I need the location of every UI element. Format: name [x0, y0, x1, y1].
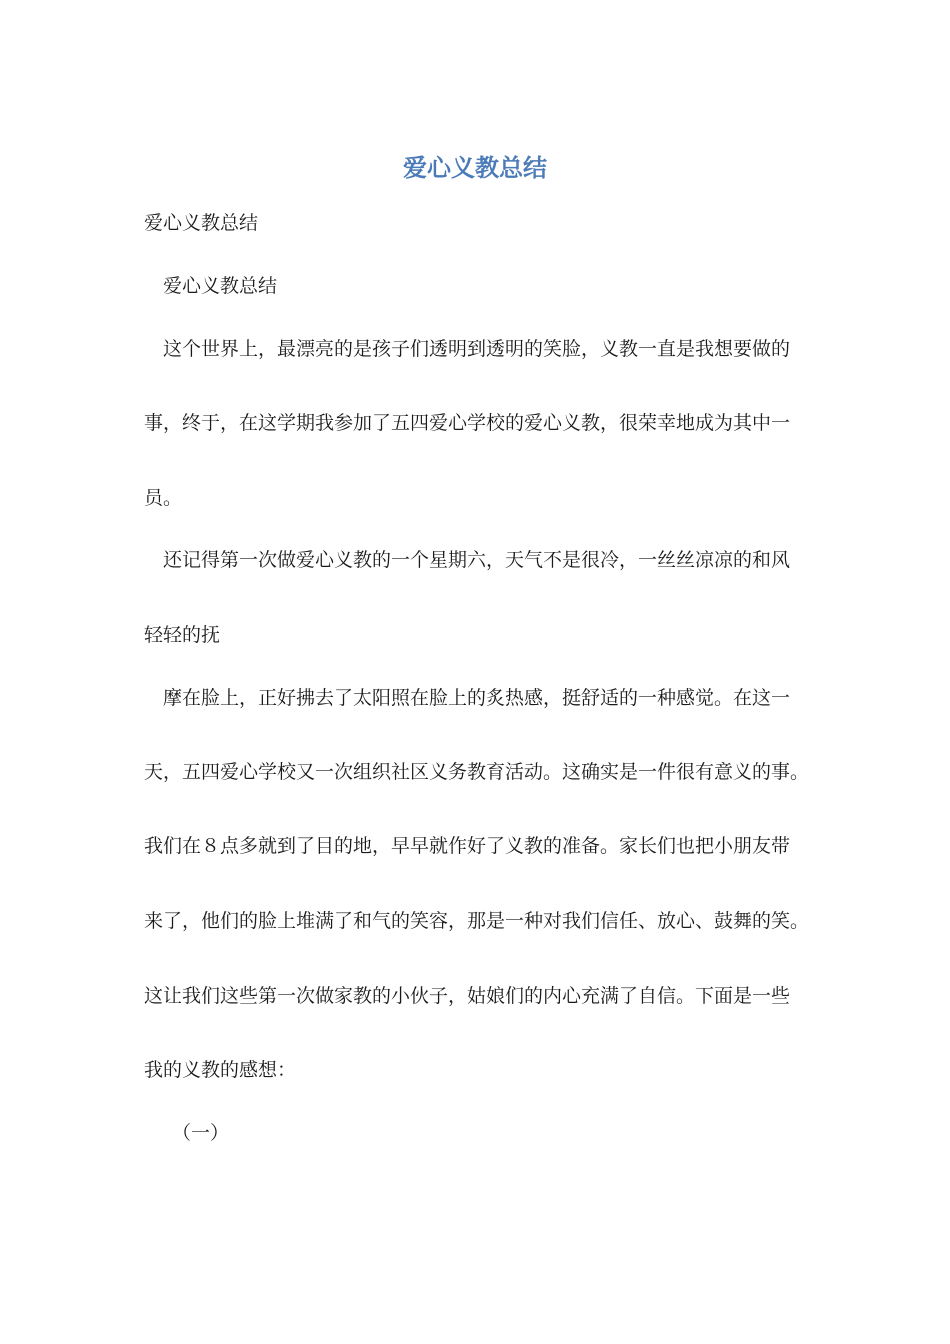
paragraph-line: 员。 — [144, 487, 183, 509]
paragraph-line: 天，五四爱心学校又一次组织社区义务教育活动。这确实是一件很有意义的事。 — [144, 761, 810, 783]
paragraph-line: 摩在脸上，正好拂去了太阳照在脸上的炙热感，挺舒适的一种感觉。在这一 — [163, 687, 791, 709]
text-line: 爱心义教总结 — [163, 275, 278, 297]
section-heading: （一） — [172, 1122, 230, 1144]
paragraph-line: 这个世界上，最漂亮的是孩子们透明到透明的笑脸，义教一直是我想要做的 — [163, 338, 791, 360]
paragraph-line: 我们在８点多就到了目的地，早早就作好了义教的准备。家长们也把小朋友带 — [144, 835, 791, 857]
paragraph-line: 轻轻的抚 — [144, 624, 221, 646]
paragraph-line: 这让我们这些第一次做家教的小伙子，姑娘们的内心充满了自信。下面是一些 — [144, 985, 791, 1007]
paragraph-line: 我的义教的感想： — [144, 1059, 297, 1081]
paragraph-line: 事，终于，在这学期我参加了五四爱心学校的爱心义教，很荣幸地成为其中一 — [144, 412, 791, 434]
paragraph-line: 还记得第一次做爱心义教的一个星期六，天气不是很冷，一丝丝凉凉的和风 — [163, 549, 791, 571]
paragraph-line: 来了，他们的脸上堆满了和气的笑容，那是一种对我们信任、放心、鼓舞的笑。 — [144, 910, 810, 932]
document-title: 爱心义教总结 — [403, 153, 547, 182]
text-line: 爱心义教总结 — [144, 212, 259, 234]
